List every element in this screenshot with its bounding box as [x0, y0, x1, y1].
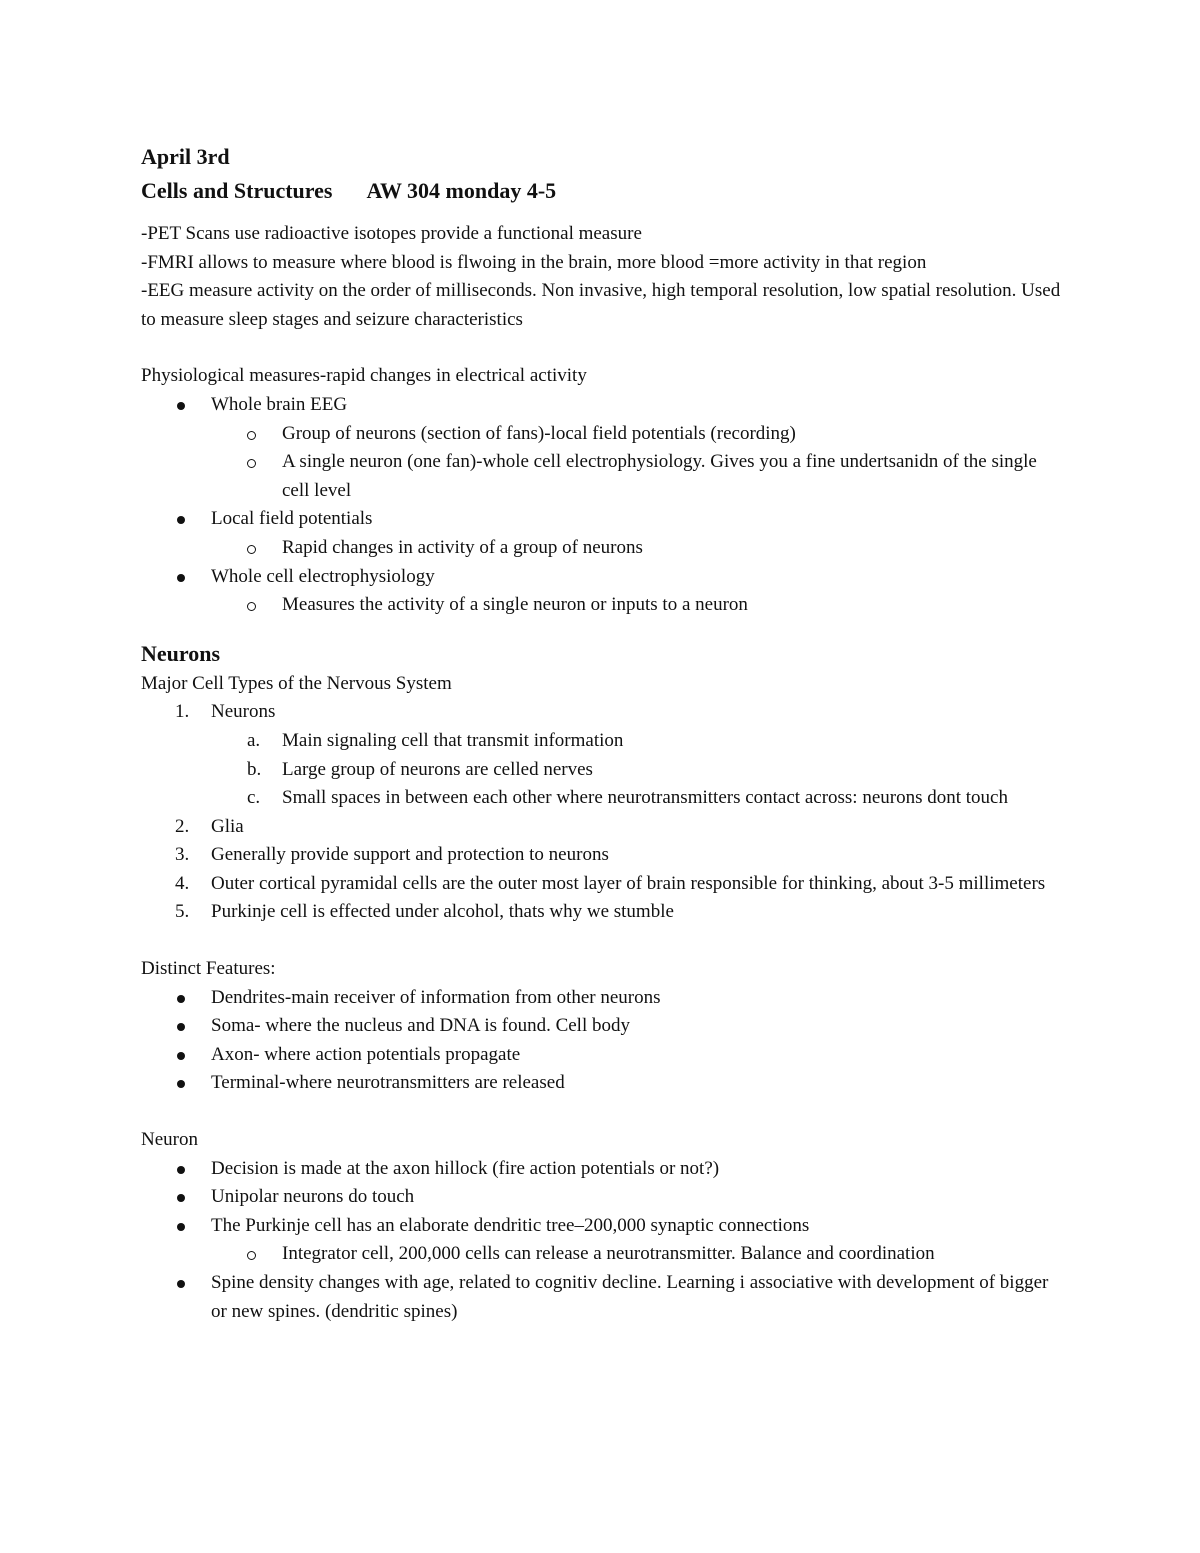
list-subitem: Rapid changes in activity of a group of neurons [141, 534, 1061, 563]
bullet-icon [177, 1194, 185, 1202]
numbered-item: 4. Outer cortical pyramidal cells are the outer most layer of brain responsible for thinking, about 3-5 millimeters [141, 870, 1061, 899]
physiological-list [141, 391, 1061, 620]
list-item: Soma- where the nucleus and DNA is found. Cell body [141, 1012, 1061, 1041]
intro-line: -EEG measure activity on the order of milliseconds. Non invasive, high temporal resolution, low spatial resolution. Used to measure sleep stages and seizure characteristics [141, 280, 1061, 330]
numbered-item: 1. Neurons [141, 698, 1061, 727]
list-item: Whole cell electrophysiology [141, 563, 1061, 592]
circle-bullet-icon [247, 459, 256, 468]
list-item: Axon- where action potentials propagate [141, 1041, 1061, 1070]
bullet-icon [177, 995, 185, 1003]
neurons-heading: Neurons [141, 640, 221, 666]
bullet-icon [177, 1166, 185, 1174]
lettered-subitem: a. Main signaling cell that transmit information [141, 727, 1061, 756]
list-number: 1. [175, 701, 190, 723]
list-item: Dendrites-main receiver of information from other neurons [141, 984, 1061, 1013]
list-subitem: Group of neurons (section of fans)-local field potentials (recording) [141, 420, 1061, 449]
list-number: 3. [175, 844, 190, 866]
circle-bullet-icon [247, 602, 256, 611]
list-item: Unipolar neurons do touch [141, 1183, 1061, 1212]
physiological-heading: Physiological measures-rapid changes in electrical activity [141, 365, 587, 387]
bullet-icon [177, 574, 185, 582]
topic-title: Cells and Structures [141, 178, 333, 203]
distinct-features-list [141, 984, 1061, 1098]
bullet-icon [177, 1280, 185, 1288]
list-letter: a. [247, 729, 261, 751]
bullet-icon [177, 1023, 185, 1031]
neuron-heading: Neuron [141, 1129, 198, 1151]
bullet-icon [177, 1223, 185, 1231]
intro-line: -FMRI allows to measure where blood is flwoing in the brain, more blood =more activity in that region [141, 251, 927, 273]
list-subitem: Integrator cell, 200,000 cells can release a neurotransmitter. Balance and coordination [141, 1240, 1061, 1269]
list-letter: b. [247, 758, 262, 780]
list-item: Whole brain EEG [141, 391, 1061, 420]
circle-bullet-icon [247, 545, 256, 554]
list-subitem: Measures the activity of a single neuron or inputs to a neuron [141, 591, 1061, 620]
intro-line: -PET Scans use radioactive isotopes provide a functional measure [141, 223, 642, 244]
bullet-icon [177, 402, 185, 410]
class-location: AW 304 monday 4-5 [366, 178, 557, 203]
list-subitem: A single neuron (one fan)-whole cell electrophysiology. Gives you a fine undertsanidn of the single cell level [141, 448, 1061, 505]
numbered-item: 5. Purkinje cell is effected under alcohol, thats why we stumble [141, 898, 1061, 927]
list-item: Decision is made at the axon hillock (fire action potentials or not?) [141, 1155, 1061, 1184]
list-item: Local field potentials [141, 505, 1061, 534]
cell-types-list [141, 698, 1061, 927]
circle-bullet-icon [247, 431, 256, 440]
date-heading: April 3rd [141, 144, 230, 169]
numbered-item: 3. Generally provide support and protection to neurons [141, 841, 1061, 870]
lettered-subitem: b. Large group of neurons are celled nerves [141, 756, 1061, 785]
numbered-item: 2. Glia [141, 813, 1061, 842]
document-page [141, 140, 1061, 1326]
list-letter: c. [247, 787, 261, 809]
topic-heading [141, 174, 1061, 208]
list-item: The Purkinje cell has an elaborate dendritic tree–200,000 synaptic connections [141, 1212, 1061, 1241]
bullet-icon [177, 1080, 185, 1088]
list-number: 2. [175, 815, 190, 837]
bullet-icon [177, 516, 185, 524]
list-number: 4. [175, 872, 190, 894]
neuron-list [141, 1155, 1061, 1327]
list-item: Terminal-where neurotransmitters are released [141, 1069, 1061, 1098]
distinct-features-heading: Distinct Features: [141, 958, 276, 980]
circle-bullet-icon [247, 1251, 256, 1260]
list-number: 5. [175, 901, 190, 923]
bullet-icon [177, 1052, 185, 1060]
lettered-subitem: c. Small spaces in between each other where neurotransmitters contact across: neurons dont touch [141, 784, 1061, 813]
list-item: Spine density changes with age, related to cognitiv decline. Learning i associative with development of bigger or new spines. (dendritic spines) [141, 1269, 1061, 1326]
cell-types-subtitle: Major Cell Types of the Nervous System [141, 672, 452, 694]
